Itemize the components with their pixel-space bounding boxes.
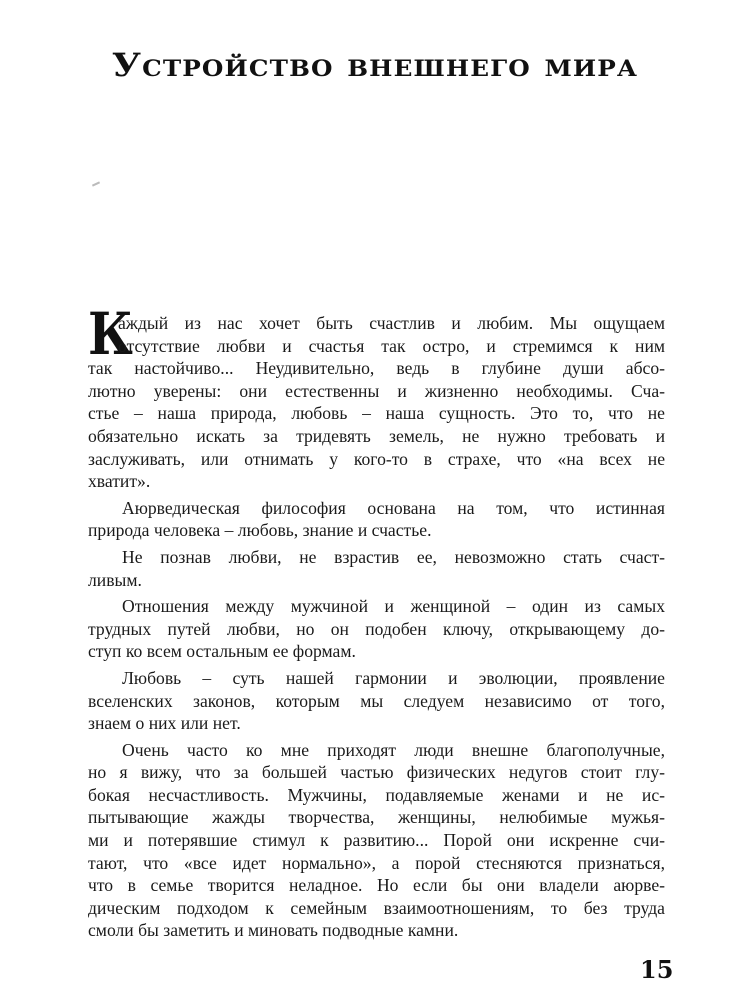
chapter-title: Устройство внешнего мира [111,46,639,84]
text-line: ступ ко всем остальным ее формам. [88,641,356,662]
text-line: трудных путей любви, но он подобен ключу, открывающему до- [88,618,665,639]
text-line: так настойчиво... Неудивительно, ведь в глубине души абсо- [88,358,665,379]
text-line: но я вижу, что за большей частью физических недугов стоит глу- [88,762,665,783]
text-line: бокая несчастливость. Мужчины, подавляемые женами и не ис- [88,784,665,805]
drop-cap: К [88,300,133,368]
print-speck [92,181,100,186]
text-line: тают, что «все идет нормально», а порой стесняются признаться, [88,852,665,873]
text-line: Очень часто ко мне приходят люди внешне благополучные, [122,739,665,760]
text-line: хватит». [88,471,151,492]
paragraph [88,595,665,663]
text-line: Отношения между мужчиной и женщиной – один из самых [122,596,665,617]
text-line: заслуживать, или отнимать у кого-то в страхе, что «на всех не [88,448,665,469]
body-text [88,312,665,942]
text-line: Любовь – суть нашей гармонии и эволюции, проявление [122,667,665,688]
text-line: лютно уверены: они естественны и жизненно необходимы. Сча- [88,380,665,401]
paragraph [88,546,665,591]
text-line: что в семье творится неладное. Но если бы они владели аюрве- [88,875,665,896]
text-line: дическим подходом к семейным взаимоотношениям, то без труда [88,897,665,918]
text-line: смоли бы заметить и миновать подводные камни. [88,920,459,941]
text-line: Аюрведическая философия основана на том, что истинная [122,497,665,518]
text-line: отсутствие любви и счастья так остро, и стремимся к ним [118,335,665,356]
text-line: обязательно искать за тридевять земель, не нужно требовать и [88,425,665,446]
text-line: знаем о них или нет. [88,713,241,734]
paragraph [88,739,665,942]
text-line: вселенских законов, которым мы следуем независимо от того, [88,690,665,711]
paragraph [88,312,665,493]
paragraph [88,497,665,542]
text-line: стье – наша природа, любовь – наша сущность. Это то, что не [88,403,665,424]
page-number: 15 [640,955,674,984]
text-line: Не познав любви, не взрастив ее, невозможно стать счаст- [122,546,665,567]
text-line: пытывающие жажды творчества, женщины, нелюбимые мужья- [88,807,665,828]
text-line: ми и потерявшие стимул к развитию... Порой они искренне счи- [88,830,665,851]
text-line: ливым. [88,569,142,590]
text-line: природа человека – любовь, знание и счастье. [88,520,432,541]
paragraph [88,667,665,735]
text-line: аждый из нас хочет быть счастлив и любим. Мы ощущаем [118,313,665,333]
